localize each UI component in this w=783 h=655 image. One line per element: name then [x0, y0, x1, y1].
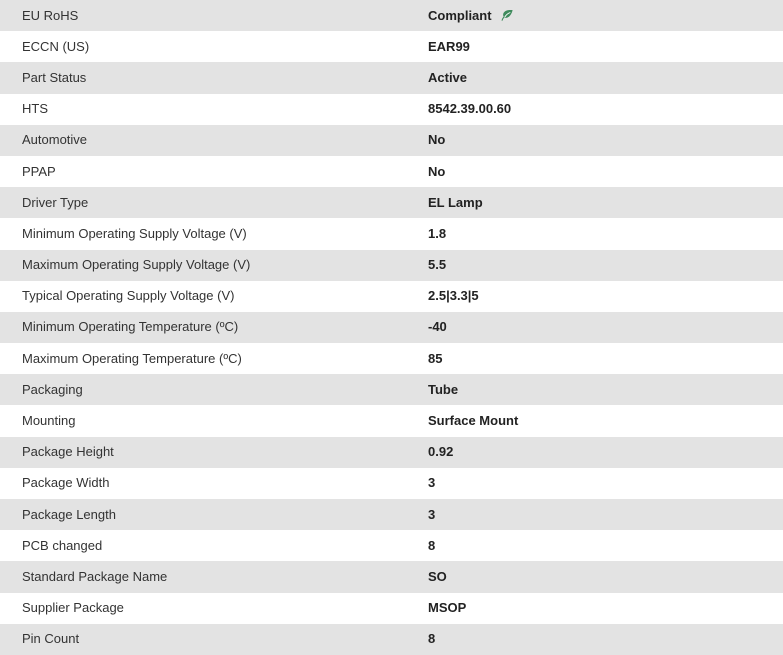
spec-label: Standard Package Name [22, 568, 168, 584]
spec-value-text: 1.8 [428, 225, 447, 241]
spec-value-text: 3 [428, 506, 436, 522]
spec-value [408, 405, 783, 436]
spec-value-text: No [428, 132, 446, 148]
spec-value-wrapper [428, 538, 783, 554]
spec-value-text: -40 [428, 319, 447, 335]
spec-label: Package Length [22, 506, 116, 522]
spec-label: Pin Count [22, 631, 80, 647]
table-row [0, 94, 783, 125]
spec-label: EU RoHS [22, 7, 79, 23]
spec-value-wrapper [428, 319, 783, 335]
spec-label: HTS [22, 101, 48, 117]
table-row [0, 468, 783, 499]
table-row [0, 218, 783, 249]
spec-value-wrapper [428, 600, 783, 616]
spec-label: Automotive [22, 132, 88, 148]
spec-value-wrapper [428, 257, 783, 273]
spec-value-wrapper [428, 101, 783, 117]
spec-label: Supplier Package [22, 600, 124, 616]
spec-label: Packaging [22, 381, 83, 397]
spec-value [408, 218, 783, 249]
spec-label: Package Width [22, 475, 110, 491]
spec-label: PPAP [22, 163, 56, 179]
spec-value [408, 499, 783, 530]
spec-value [408, 0, 783, 31]
spec-value [408, 312, 783, 343]
spec-label: Package Height [22, 444, 114, 460]
table-row [0, 250, 783, 281]
spec-value-wrapper [428, 288, 783, 304]
spec-value-text: 8542.39.00.60 [428, 101, 512, 117]
spec-value-text: Surface Mount [428, 413, 519, 429]
spec-value [408, 561, 783, 592]
spec-value [408, 624, 783, 655]
spec-value [408, 156, 783, 187]
spec-value-text: Compliant [428, 7, 492, 23]
spec-value [408, 530, 783, 561]
spec-value [408, 187, 783, 218]
spec-value-wrapper [428, 444, 783, 460]
table-row [0, 593, 783, 624]
spec-value-text: 5.5 [428, 257, 447, 273]
spec-value-wrapper [428, 132, 783, 148]
spec-value-wrapper [428, 569, 783, 585]
table-row [0, 437, 783, 468]
spec-value [408, 281, 783, 312]
spec-value-text: MSOP [428, 600, 467, 616]
table-row [0, 374, 783, 405]
table-row [0, 31, 783, 62]
spec-value-wrapper [428, 475, 783, 491]
spec-label: Mounting [22, 413, 76, 429]
spec-value-text: EL Lamp [428, 194, 483, 210]
spec-value-wrapper [428, 507, 783, 523]
spec-value-wrapper [428, 351, 783, 367]
spec-label: PCB changed [22, 537, 103, 553]
spec-value [408, 250, 783, 281]
spec-value-text: 0.92 [428, 444, 454, 460]
spec-label: ECCN (US) [22, 38, 90, 54]
table-row [0, 499, 783, 530]
spec-value-wrapper [428, 382, 783, 398]
table-row [0, 0, 783, 31]
spec-value-text: 8 [428, 631, 436, 647]
spec-label: Maximum Operating Temperature (ºC) [22, 350, 242, 366]
spec-value-wrapper [428, 195, 783, 211]
spec-label: Maximum Operating Supply Voltage (V) [22, 257, 251, 273]
spec-value-text: Active [428, 69, 468, 85]
spec-value [408, 437, 783, 468]
spec-value-text: 85 [428, 350, 443, 366]
table-row [0, 62, 783, 93]
spec-value-wrapper [428, 413, 783, 429]
spec-value [408, 125, 783, 156]
table-row [0, 281, 783, 312]
spec-value-wrapper [428, 39, 783, 55]
table-row [0, 125, 783, 156]
table-row [0, 624, 783, 655]
spec-value-wrapper [428, 70, 783, 86]
spec-value-text: 2.5|3.3|5 [428, 288, 479, 304]
spec-value [408, 593, 783, 624]
spec-value-text: 8 [428, 537, 436, 553]
spec-value-text: EAR99 [428, 38, 470, 54]
table-row [0, 561, 783, 592]
table-row [0, 530, 783, 561]
spec-label: Minimum Operating Supply Voltage (V) [22, 225, 247, 241]
spec-value-text: Tube [428, 381, 459, 397]
spec-value [408, 343, 783, 374]
spec-label: Part Status [22, 69, 87, 85]
spec-value-wrapper [428, 226, 783, 242]
spec-value [408, 374, 783, 405]
spec-value [408, 31, 783, 62]
leaf-icon [499, 9, 514, 22]
spec-label: Driver Type [22, 194, 89, 210]
table-row [0, 187, 783, 218]
spec-value-wrapper [428, 631, 783, 647]
table-row [0, 405, 783, 436]
spec-value [408, 468, 783, 499]
spec-value-wrapper [428, 8, 783, 24]
table-row [0, 343, 783, 374]
table-row [0, 156, 783, 187]
spec-value-text: 3 [428, 475, 436, 491]
table-row [0, 312, 783, 343]
spec-label: Typical Operating Supply Voltage (V) [22, 288, 235, 304]
spec-label: Minimum Operating Temperature (ºC) [22, 319, 239, 335]
spec-value-wrapper [428, 164, 783, 180]
spec-value-text: SO [428, 568, 447, 584]
spec-value [408, 62, 783, 93]
spec-value [408, 94, 783, 125]
spec-value-text: No [428, 163, 446, 179]
